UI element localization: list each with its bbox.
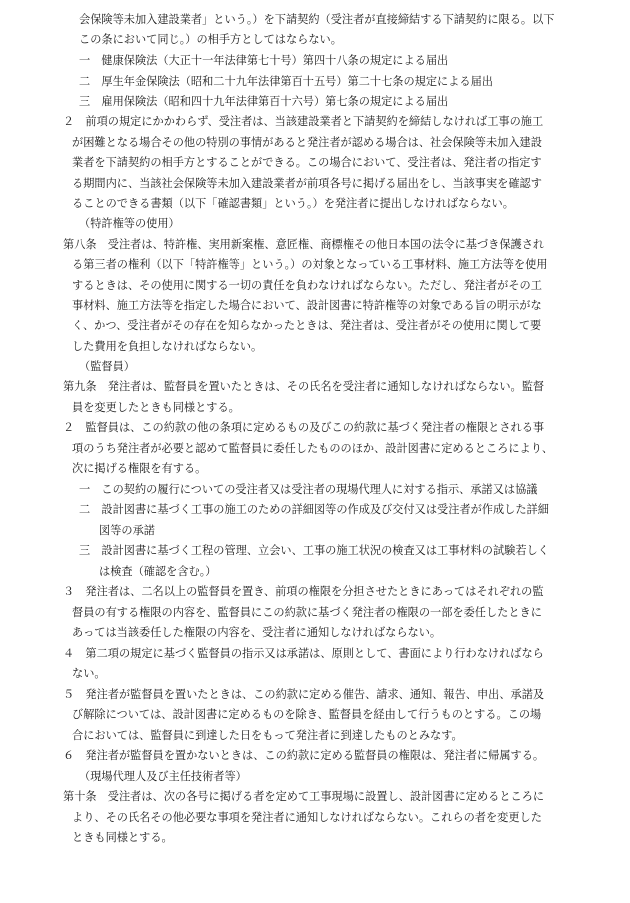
paragraph-line: ５ 発注者が監督員を置いたときは、この約款に定める催告、請求、通知、報告、申出、承諾及 xyxy=(63,688,545,701)
article-line: するときは、その使用に関する一切の責任を負わなければならない。ただし、発注者がその工 xyxy=(72,279,542,292)
list-item: 三 雇用保険法（昭和四十九年法律第百十六号）第七条の規定による届出 xyxy=(79,95,449,108)
article-caption: （監督員） xyxy=(79,360,135,373)
paragraph-line: ない。 xyxy=(72,667,106,680)
paragraph-line: ６ 発注者が監督員を置かないときは、この約款に定める監督員の権限は、発注者に帰属する。 xyxy=(63,749,545,762)
list-item: 二 設計図書に基づく工事の施工のための詳細図等の作成及び交付又は受注者が作成した詳細 xyxy=(79,503,549,516)
paragraph-line: ３ 発注者は、二名以上の監督員を置き、前項の権限を分担させたときにあってはそれぞれの監 xyxy=(63,585,544,598)
text-line: 会保険等未加入建設業者」という。）を下請契約（受注者が直接締結する下請契約に限る。以下 xyxy=(79,13,555,26)
paragraph-line: 業者を下請契約の相手方とすることができる。この場合において、受注者は、発注者の指定す xyxy=(72,156,542,169)
list-item: 三 設計図書に基づく工程の管理、立会い、工事の施工状況の検査又は工事材料の試験若しく xyxy=(79,544,549,557)
list-item: 一 この契約の履行についての受注者又は受注者の現場代理人に対する指示、承諾又は協議 xyxy=(79,483,538,496)
paragraph-line: び解除については、設計図書に定めるものを除き、監督員を経由して行うものとする。この場 xyxy=(72,708,542,721)
article-line: ときも同様とする。 xyxy=(72,831,173,844)
list-item: 二 厚生年金保険法（昭和二十九年法律第百十五号）第二十七条の規定による届出 xyxy=(79,75,493,88)
paragraph-line: ることのできる書類（以下「確認書類」という。）を発注者に提出しなければならない。 xyxy=(72,197,514,210)
article-line: く、かつ、受注者がその存在を知らなかったときは、発注者は、受注者がその使用に関して要 xyxy=(72,319,542,332)
paragraph-line: 合においては、監督員に到達した日をもって発注者に到達したものとみなす。 xyxy=(72,729,463,742)
article-caption: （特許権等の使用） xyxy=(79,217,180,230)
article-line: 第九条 発注者は、監督員を置いたときは、その氏名を受注者に通知しなければならない。監督 xyxy=(63,380,545,393)
article-line: 第十条 受注者は、次の各号に掲げる者を定めて工事現場に設置し、設計図書に定めるところに xyxy=(63,790,545,803)
paragraph-line: 項のうち発注者が必要と認めて監督員に委任したもののほか、設計図書に定めるところにより、 xyxy=(72,442,554,455)
article-line: 第八条 受注者は、特許権、実用新案権、意匠権、商標権その他日本国の法令に基づき保護され xyxy=(63,238,545,251)
list-item: 図等の承諾 xyxy=(99,524,155,537)
paragraph-line: ２ 前項の規定にかかわらず、受注者は、当該建設業者と下請契約を締結しなければ工事の施工 xyxy=(63,115,544,128)
paragraph-line: ２ 監督員は、この約款の他の条項に定めるもの及びこの約款に基づく発注者の権限とされる事 xyxy=(63,421,545,434)
paragraph-line: が困難となる場合その他の特別の事情があると発注者が認める場合は、社会保険等未加入建設 xyxy=(72,136,542,149)
article-line: る第三者の権利（以下「特許権等」という。）の対象となっている工事材料、施工方法等を使用 xyxy=(72,258,548,271)
article-line: 事材料、施工方法等を指定した場合において、設計図書に特許権等の対象である旨の明示がな xyxy=(72,299,542,312)
paragraph-line: あっては当該委任した権限の内容を、受注者に通知しなければならない。 xyxy=(72,626,442,639)
list-item: 一 健康保険法（大正十一年法律第七十号）第四十八条の規定による届出 xyxy=(79,54,449,67)
article-line: した費用を負担しなければならない。 xyxy=(72,340,263,353)
article-line: より、その氏名その他必要な事項を発注者に通知しなければならない。これらの者を変更した xyxy=(72,811,542,824)
paragraph-line: 次に掲げる権限を有する。 xyxy=(72,462,207,475)
article-line: 員を変更したときも同様とする。 xyxy=(72,401,240,414)
text-line: この条において同じ。）の相手方としてはならない。 xyxy=(79,33,342,46)
paragraph-line: ４ 第二項の規定に基づく監督員の指示又は承諾は、原則として、書面により行わなければなら xyxy=(63,647,544,660)
paragraph-line: る期間内に、当該社会保険等未加入建設業者が前項各号に掲げる届出をし、当該事実を確認す xyxy=(72,177,542,190)
paragraph-line: 督員の有する権限の内容を、監督員にこの約款に基づく発注者の権限の一部を委任したときに xyxy=(72,606,542,619)
article-caption: （現場代理人及び主任技術者等） xyxy=(79,770,247,783)
list-item: は検査（確認を含む。） xyxy=(99,565,217,578)
